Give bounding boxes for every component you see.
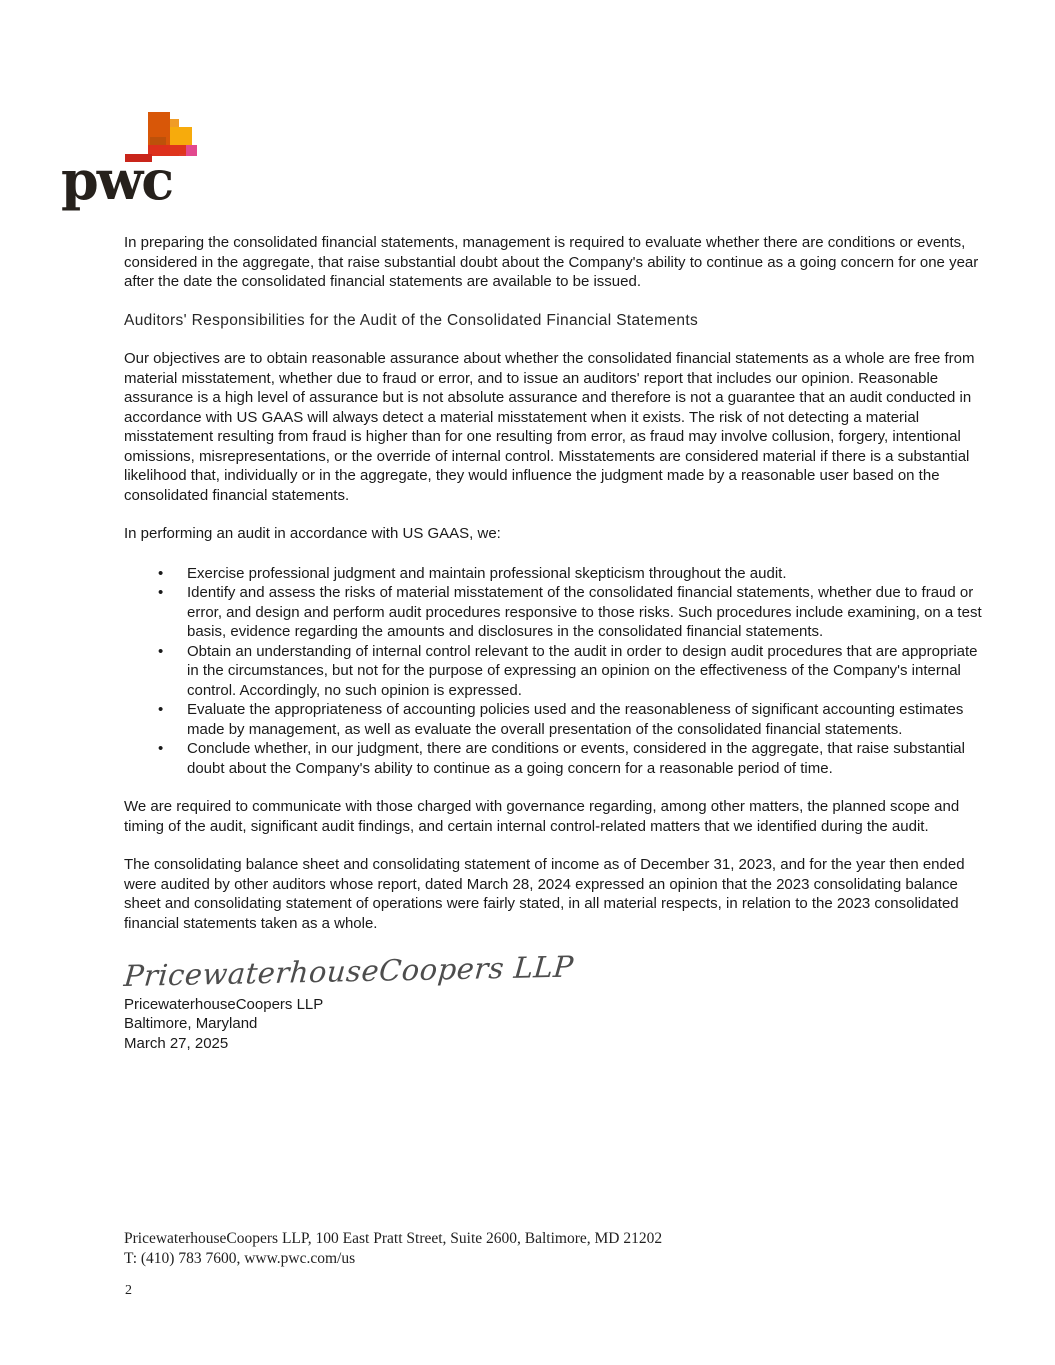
signature-date: March 27, 2025 (124, 1034, 229, 1052)
signature-handwritten: PricewaterhouseCoopers LLP (122, 949, 575, 994)
bullet-item-accounting-policies: • Evaluate the appropriateness of accounting policies used and the reasonableness of significant accounting estimates made by management, as well as evaluate the overall presentation of the consolidated financial statements. (187, 700, 984, 739)
paragraph-objectives: Our objectives are to obtain reasonable assurance about whether the consolidated financial statements as a whole are free from material misstatement, whether due to fraud or error, and to issue an auditors' report that includes our opinion. Reasonable assurance is a high level of assurance but is not absolute assurance and therefore is not a guarantee that an audit conducted in accordance with US GAAS will always detect a material misstatement when it exists. The risk of not detecting a material misstatement resulting from fraud is higher than for one resulting from error, as fraud may involve collusion, forgery, intentional omissions, misrepresentations, or the override of internal control. Misstatements are considered material if there is a substantial likelihood that, individually or in the aggregate, they would influence the judgment made by a reasonable user based on the consolidated financial statements. (124, 350, 975, 504)
logo-block-rose-icon (186, 145, 197, 156)
signature-location: Baltimore, Maryland (124, 1015, 258, 1032)
letterhead-footer (124, 1229, 662, 1269)
bullet-item-identify-risks: • Identify and assess the risks of material misstatement of the consolidated financial statements, whether due to fraud or error, and design and perform audit procedures responsive to those risks. Such procedures include examining, on a test basis, evidence regarding the amounts and disclosures in the consolidated financial statements. (187, 583, 984, 642)
pwc-wordmark: pwc (61, 148, 173, 212)
pwc-logo (0, 0, 260, 230)
signature-firm-name: PricewaterhouseCoopers LLP (124, 995, 324, 1013)
paragraph-performing-audit: In performing an audit in accordance with US GAAS, we: (124, 525, 501, 542)
section-heading-auditors-responsibilities: Auditors' Responsibilities for the Audit of the Consolidated Financial Statements (124, 311, 699, 329)
bullet-item-skepticism: • Exercise professional judgment and maintain professional skepticism throughout the audit. (187, 564, 984, 584)
letter-body (124, 233, 984, 1053)
footer-address: PricewaterhouseCoopers LLP, 100 East Pratt Street, Suite 2600, Baltimore, MD 21202 (124, 1230, 663, 1247)
paragraph-consolidating: The consolidating balance sheet and consolidating statement of income as of December 31, 2023, and for the year then ended were audited by other auditors whose report, dated March 28, 2024 expressed an opinion that the 2023 consolidating balance sheet and consolidating statement of operations were fairly stated, in all material respects, in relation to the 2023 consolidated financial statements taken as a whole. (124, 856, 965, 932)
paragraph-going-concern: In preparing the consolidated financial statements, management is required to evaluate whether there are conditions or events, considered in the aggregate, that raise substantial doubt about the Company's ability to continue as a going concern for one year after the date the consolidated financial statements are available to be issued. (124, 234, 979, 290)
paragraph-communicate: We are required to communicate with those charged with governance regarding, among other matters, the planned scope and timing of the audit, significant audit findings, and certain internal control-related matters that we identified during the audit. (124, 798, 960, 835)
audit-procedures-bullet-list (124, 564, 984, 779)
bullet-item-going-concern: • Conclude whether, in our judgment, there are conditions or events, considered in the aggregate, that raise substantial doubt about the Company's ability to continue as a going concern for a reasonable period of time. (187, 739, 984, 778)
bullet-item-internal-control: • Obtain an understanding of internal control relevant to the audit in order to design audit procedures that are appropriate in the circumstances, but not for the purpose of expressing an opinion on the effectiveness of the Company's internal control. Accordingly, no such opinion is expressed. (187, 642, 984, 701)
page-number: 2 (125, 1283, 132, 1298)
footer-phone-web: T: (410) 783 7600, www.pwc.com/us (124, 1250, 356, 1267)
